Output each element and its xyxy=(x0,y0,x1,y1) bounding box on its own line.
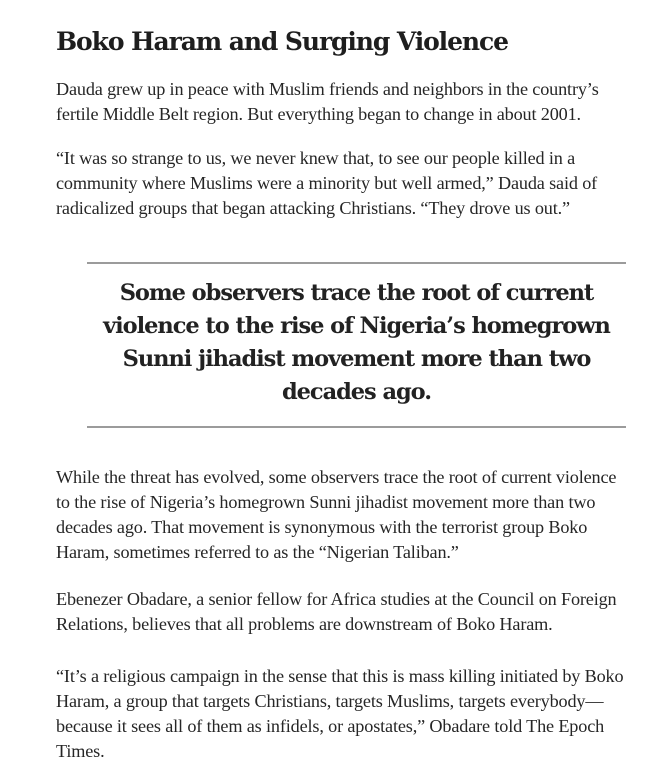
paragraph-line: to the rise of Nigeria’s homegrown Sunni jihadist movement more than two xyxy=(56,492,596,512)
paragraph-line: radicalized groups that began attacking Christians. “They drove us out.” xyxy=(56,198,570,218)
paragraph-dauda-background xyxy=(56,77,656,127)
paragraph-line: “It was so strange to us, we never knew that, to see our people killed in a xyxy=(56,148,576,168)
paragraph-line: Times. xyxy=(56,741,105,761)
paragraph-line: Haram, sometimes referred to as the “Nigerian Taliban.” xyxy=(56,542,459,562)
paragraph-line: Ebenezer Obadare, a senior fellow for Africa studies at the Council on Foreign xyxy=(56,589,617,609)
paragraph-line: While the threat has evolved, some observers trace the root of current violence xyxy=(56,467,617,487)
paragraph-obadare-quote xyxy=(56,664,656,764)
pull-quote xyxy=(87,262,626,428)
paragraph-line: community where Muslims were a minority but well armed,” Dauda said of xyxy=(56,173,598,193)
section-heading: Boko Haram and Surging Violence xyxy=(56,27,508,56)
paragraph-line: because it sees all of them as infidels, or apostates,” Obadare told The Epoch xyxy=(56,716,605,736)
paragraph-line: Haram, a group that targets Christians, targets Muslims, targets everybody— xyxy=(56,691,604,711)
paragraph-dauda-quote xyxy=(56,146,656,221)
paragraph-obadare-intro xyxy=(56,587,656,637)
paragraph-line: Dauda grew up in peace with Muslim friends and neighbors in the country’s xyxy=(56,79,599,99)
paragraph-threat-evolved xyxy=(56,465,656,565)
pull-quote-line: decades ago. xyxy=(281,379,432,405)
pull-quote-text xyxy=(87,277,626,409)
paragraph-line: fertile Middle Belt region. But everything began to change in about 2001. xyxy=(56,104,581,124)
pull-quote-line: Some observers trace the root of current xyxy=(119,280,594,306)
pull-quote-line: Sunni jihadist movement more than two xyxy=(122,346,591,372)
paragraph-line: Relations, believes that all problems are downstream of Boko Haram. xyxy=(56,614,553,634)
paragraph-line: “It’s a religious campaign in the sense that this is mass killing initiated by Boko xyxy=(56,666,624,686)
pull-quote-line: violence to the rise of Nigeria’s homegrown xyxy=(103,313,610,339)
paragraph-line: decades ago. That movement is synonymous with the terrorist group Boko xyxy=(56,517,588,537)
